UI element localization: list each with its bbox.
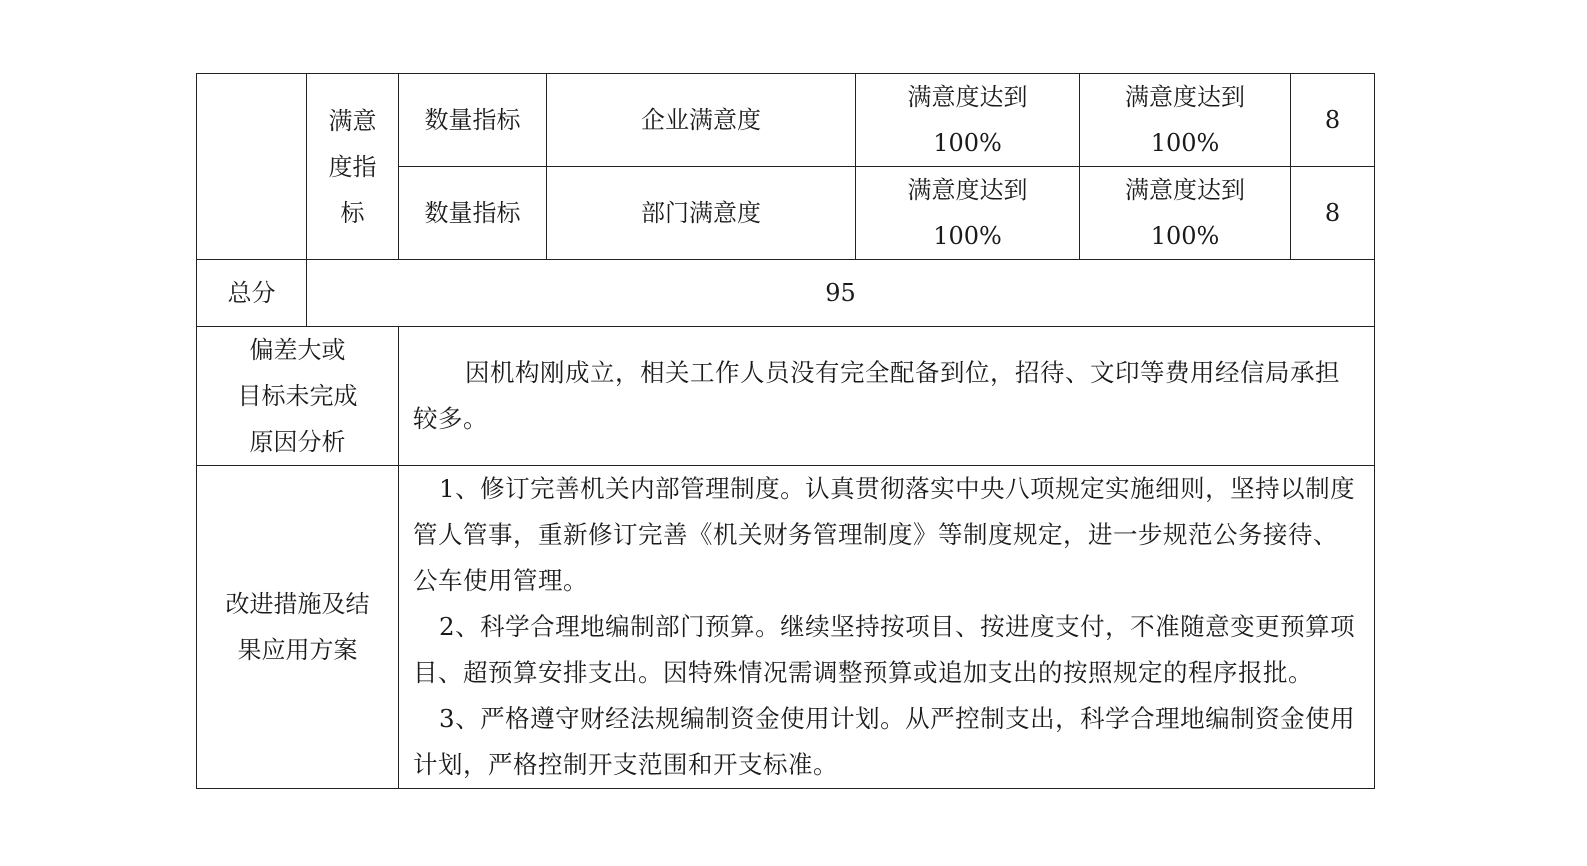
improvement-row [197, 466, 1375, 789]
level2-line: 满意 [328, 106, 377, 135]
target-line: 满意度达到 [907, 176, 1028, 204]
target-value-cell [856, 167, 1080, 260]
total-label-cell: 总分 [197, 260, 307, 327]
score-cell: 8 [1291, 74, 1375, 167]
improvement-text-cell [399, 466, 1375, 789]
level1-empty-cell [197, 74, 307, 260]
improvement-label-line: 改进措施及结 [225, 590, 370, 618]
actual-line: 100% [1150, 222, 1220, 250]
score-cell: 8 [1291, 167, 1375, 260]
total-value-cell: 95 [307, 260, 1375, 327]
deviation-text-cell [399, 327, 1375, 466]
level3-indicator-cell: 数量指标 [399, 167, 547, 260]
total-row [197, 260, 1375, 327]
target-line: 100% [933, 222, 1002, 250]
table-row [197, 74, 1375, 167]
actual-line: 100% [1150, 129, 1220, 157]
deviation-paragraph: 因机构刚成立，相关工作人员没有完全配备到位，招待、文印等费用经信局承担较多。 [413, 358, 1340, 433]
deviation-label-line: 目标未完成 [237, 382, 358, 410]
deviation-label-line: 偏差大或 [249, 336, 346, 364]
level3-indicator-cell: 数量指标 [399, 74, 547, 167]
level2-line: 标 [340, 198, 365, 227]
actual-value-cell [1080, 167, 1291, 260]
indicator-name-cell: 部门满意度 [547, 167, 856, 260]
actual-line: 满意度达到 [1125, 176, 1245, 204]
indicator-name-cell: 企业满意度 [547, 74, 856, 167]
deviation-label-cell [197, 327, 399, 466]
improvement-item: 3、严格遵守财经法规编制资金使用计划。从严控制支出，科学合理地编制资金使用计划，严格控制开支范围和开支标准。 [413, 704, 1356, 779]
improvement-item: 2、科学合理地编制部门预算。继续坚持按项目、按进度支付，不准随意变更预算项目、超预算安排支出。因特殊情况需调整预算或追加支出的按照规定的程序报批。 [413, 612, 1356, 687]
target-line: 100% [933, 129, 1002, 157]
improvement-label-cell [197, 466, 399, 789]
actual-line: 满意度达到 [1125, 83, 1245, 111]
deviation-row [197, 327, 1375, 466]
deviation-label-line: 原因分析 [249, 428, 346, 456]
performance-evaluation-table [196, 73, 1375, 789]
level2-indicator-cell [307, 74, 399, 260]
target-line: 满意度达到 [907, 83, 1028, 111]
actual-value-cell [1080, 74, 1291, 167]
improvement-label-line: 果应用方案 [237, 636, 358, 664]
improvement-item: 1、修订完善机关内部管理制度。认真贯彻落实中央八项规定实施细则，坚持以制度管人管事，重新修订完善《机关财务管理制度》等制度规定，进一步规范公务接待、公车使用管理。 [413, 474, 1356, 595]
target-value-cell [856, 74, 1080, 167]
level2-line: 度指 [328, 152, 377, 181]
